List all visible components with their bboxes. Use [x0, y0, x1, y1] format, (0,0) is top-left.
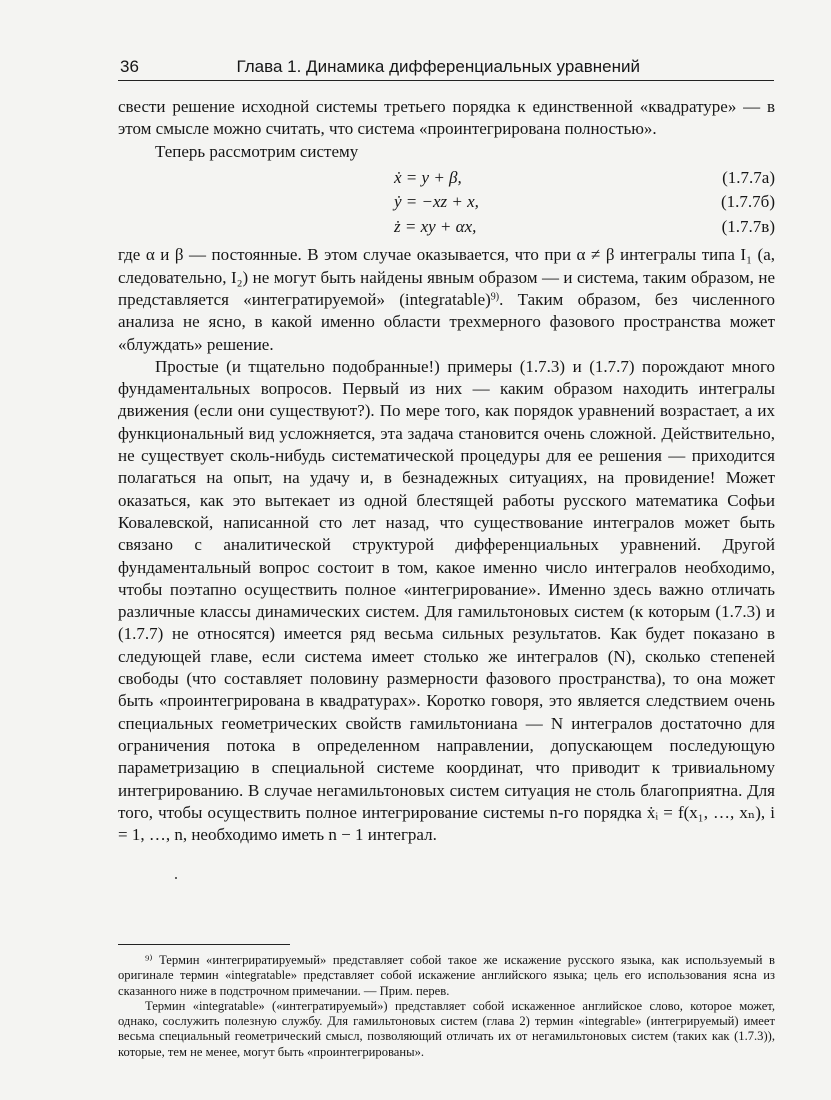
scan-speck [175, 877, 177, 879]
equation-expression: ẏ = −xz + x, [394, 192, 479, 212]
equation-label: (1.7.7б) [721, 192, 775, 212]
equation-label: (1.7.7а) [722, 167, 775, 187]
footnote-2: Термин «integratable» («интегратируемый») представляет собой искаженное английское слово, которое может, однако, сослужить полезную службу. Для гамильтоновых систем (глава 2) термин «integrable» (интегрируемый) имеет весьма специальный геометрический смысл, позволяющий отличать их от негамильтоновых систем (таких как (1.7.3)), которые, тем не менее, могут быть «проинтегрированы». [118, 998, 775, 1059]
equation-expression: ẋ = y + β, [394, 167, 462, 187]
footnote-divider [118, 944, 290, 945]
paragraph-1: свести решение исходной системы третьего порядка к единственной «квадратуре» — в этом смысле можно считать, что система «проинтегрирована полностью». [118, 97, 775, 139]
paragraph-4: Простые (и тщательно подобранные!) примеры (1.7.3) и (1.7.7) порождают много фундаментальных вопросов. Первый из них — каким образом находить интегралы движения (если они существуют?). По мере того, как порядок уравнений возрастает, а их функциональный вид усложняется, эта задача становится очень сложной. Действительно, не существует сколь-нибудь систематической процедуры для ее решения — приходится полагаться на опыт, на удачу и, в безнадежных ситуациях, на провидение! Может оказаться, как это вытекает из одной блестящей работы русского математика Софьи Ковалевской, написанной сто лет назад, что существование интегралов может быть связано с аналитической структурой дифференциальных уравнений. Другой фундаментальный вопрос состоит в том, какое именно число интегралов необходимо, чтобы поэтапно осуществить полное «интегрирование». Именно здесь важно отличать различные классы динамических систем. Для гамильтоновых систем (к которым (1.7.3) и (1.7.7) не относятся) имеется ряд весьма сильных результатов. Как будет показано в следующей главе, если система имеет столько же интегралов (N), сколько степеней свободы (что составляет половину размерности фазового пространства), то она может быть «проинтегрирована в квадратурах». Коротко говоря, это является следствием очень специальных геометрических свойств гамильтониана — N интегралов достаточно для ограничения потока в определенном направлении, допускающем последующую параметризацию в специальной системе координат, что приводит к тривиальному интегрированию. В случае негамильтоновых систем ситуация не столь благоприятна. Для того, чтобы осуществить полное интегрирование системы n-го порядка ẋᵢ = f(x₁, …, xₙ), i = 1, …, n, необходимо иметь n − 1 интеграл. [118, 356, 775, 845]
main-text [118, 96, 775, 846]
paragraph-3 [118, 244, 775, 355]
equation-expression: ż = xy + αx, [394, 216, 477, 236]
equation-row [118, 191, 775, 216]
equation-system [118, 167, 775, 241]
footnotes [118, 953, 775, 1060]
equation-label: (1.7.7в) [721, 216, 775, 236]
paragraph-3-text: где α и β — постоянные. В этом случае оказывается, что при α ≠ β интегралы типа I₁ (а, следовательно, I₂) не могут быть найдены явным образом — и система, таким образом, не представляется «интегратируемой» (integratable) [118, 245, 775, 309]
running-header [118, 54, 774, 81]
equation-row [118, 216, 775, 241]
equation-row [118, 167, 775, 192]
chapter-title: Глава 1. Динамика дифференциальных уравнений [236, 57, 640, 76]
paragraph-2: Теперь рассмотрим систему [155, 141, 359, 161]
paragraph-3-end: . Таким образом, без численного анализа не ясно, в какой именно области трехмерного фазового пространства может «блуждать» решение. [118, 289, 775, 354]
footnote-ref[interactable]: 9) [490, 291, 500, 303]
page-number: 36 [120, 57, 139, 76]
footnote-1: ⁹⁾ Термин «интегриратируемый» представляет собой такое же искажение русского языка, как используемый в оригинале термин «integratable» представляет собой искажение английского языка; цель его использования ясна из сказанного ниже в подстрочном примечании. — Прим. перев. [118, 953, 775, 998]
